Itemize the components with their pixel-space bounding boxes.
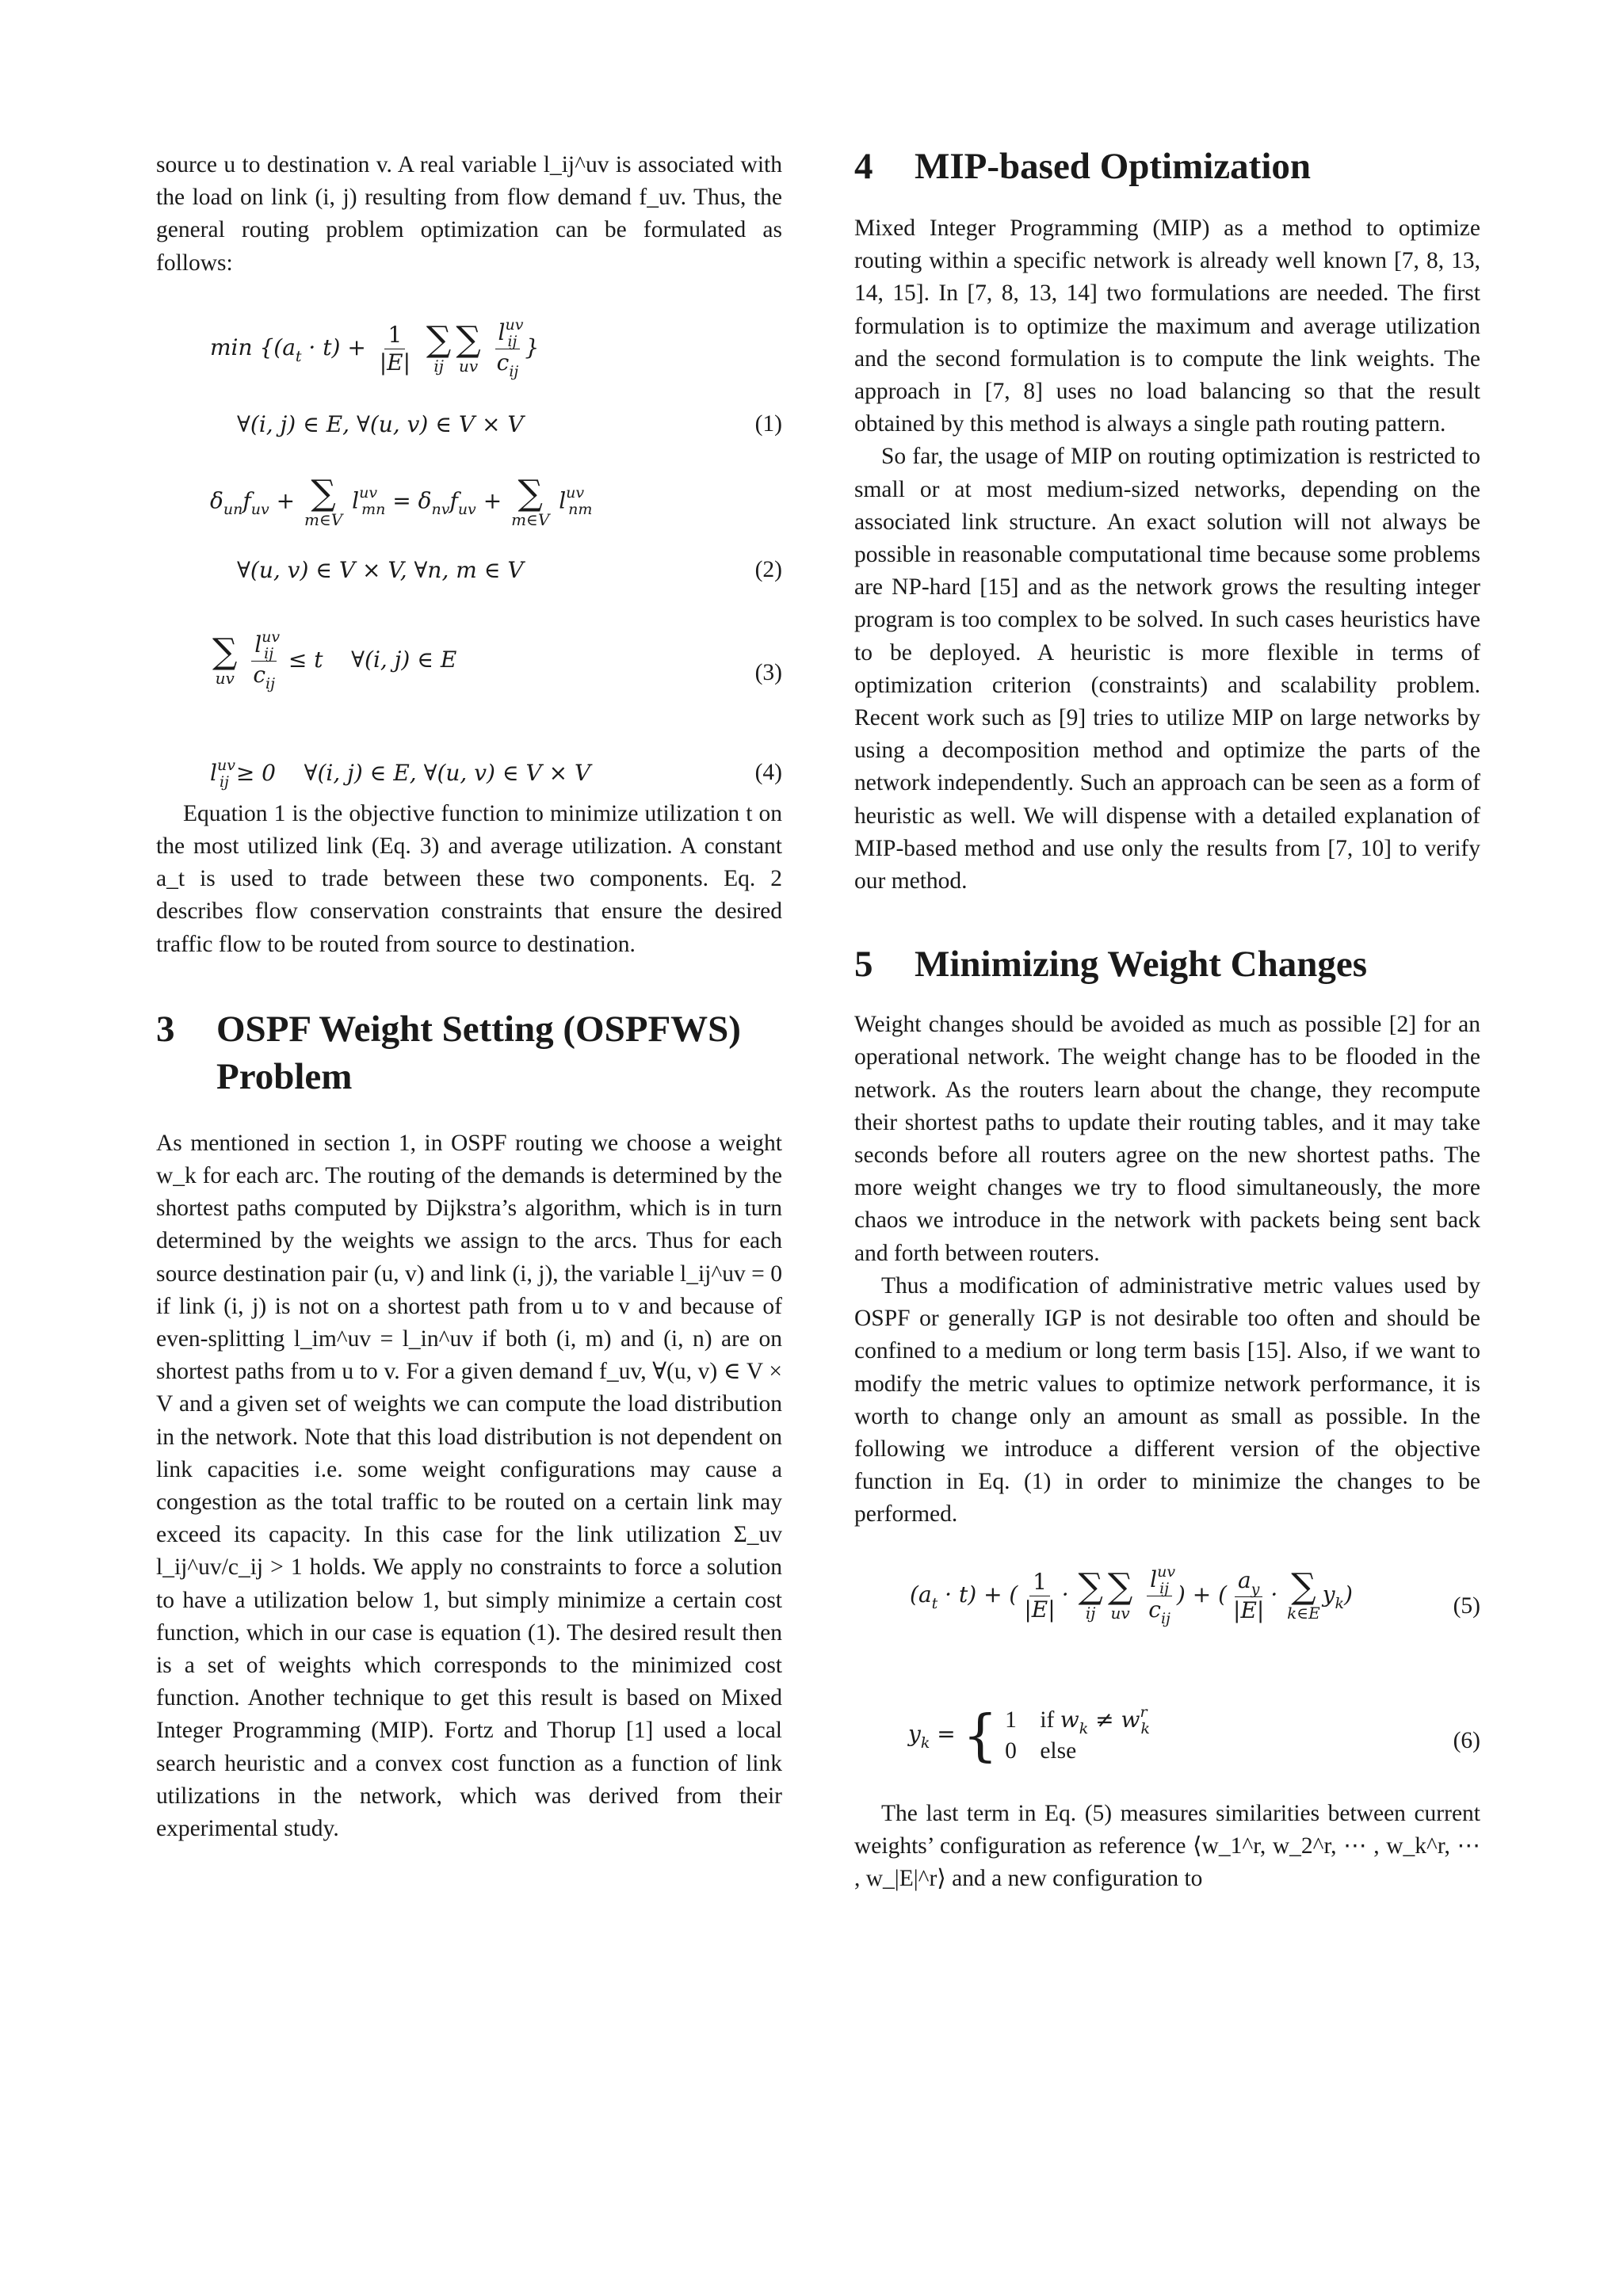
left-column [156, 149, 782, 1845]
ospfws-paragraph: As mentioned in section 1, in OSPF routing we choose a weight w_k for each arc. The routing of the demands is determined by the shortest paths computed by Dijkstra’s algorithm, which is in turn determined by the weights we assign to the arcs. Thus for each source destination pair (u, v) and link (i, j), the variable l_ij^uv = 0 if link (i, j) is not on a shortest path from u to v and because of even-splitting l_im^uv = l_in^uv if both (i, m) and (i, n) are on shortest paths from u to v. For a given demand f_uv, ∀(u, v) ∈ V × V and a given set of weights we can compute the load distribution in the network. Note that this load distribution is not dependent on link capacities i.e. some weight configurations may cause a congestion as the total traffic to be routed on a certain link may exceed its capacity. In this case for the link utilization Σ_uv l_ij^uv/c_ij > 1 holds. We apply no constraints to force a solution to have a utilization below 1, but simply minimize a certain cost function, which in our case is equation (1). The desired result then is a set of weights which corresponds to the minimized cost function. Another technique to get this result is based on Mixed Integer Programming (MIP). Fortz and Thorup [1] used a local search heuristic and a convex cost function as a function of link utilizations in the network, which was derived from their experimental study. [156, 1130, 782, 1842]
equation-3-number: (3) [754, 659, 782, 685]
intro-paragraph: source u to destination v. A real variable l_ij^uv is associated with the load on link (i, j) resulting from flow demand f_uv. Thus, the general routing problem optimization can be formulated as follows: [156, 152, 782, 276]
equation-1: $\min \{(a_t \cdot t)$ + $\frac{1}{|E|}$ ∑ ij ∑ uv $\frac{l^{uv}_{ij}}{c_{ij}}$ } ∀(i, j) ∈ E, ∀(u, v) ∈ V × V (1) [156, 311, 782, 446]
similarity-paragraph: The last term in Eq. (5) measures similarities between current weights’ configuration as reference ⟨w_1^r, w_2^r, ⋯ , w_k^r, ⋯ , w_|E|^r⟩ and a new configuration to [854, 1800, 1480, 1891]
section-5-title: Minimizing Weight Changes [915, 944, 1368, 986]
section-5-heading [854, 940, 1480, 988]
mip-intro-paragraph: Mixed Integer Programming (MIP) as a method to optimize routing within a specific network is already well known [7, 8, 13, 14, 15]. In [7, 8, 13, 14] two formulations are needed. The first formulation is to optimize the maximum and average utilization and the second formulation is to compute the link weights. The approach in [7, 8] uses no load balancing so that the result obtained by this method is always a single path routing pattern. [854, 215, 1480, 437]
section-3-heading [156, 1005, 782, 1100]
equation-5: $(a_t \cdot t)$ + ( $\frac{1}{|E|}$ · ∑ ij ∑ uv $\frac{l^{uv}_{ij}}{c_{ij}}$ ) + ( $\frac{a_y}{|E|}$ · ∑ k∈E $y_k$) (5) [910, 1562, 1480, 1627]
section-4-heading [854, 143, 1480, 190]
equation-5-number: (5) [1453, 1592, 1480, 1619]
equation-6-case-1: 1 if $w_k \ne w^r_k$ [1005, 1703, 1151, 1737]
mip-limits-paragraph: So far, the usage of MIP on routing optimization is restricted to small or at most medium-sized networks, depending on the associated link structure. An exact solution will not always be possible in reasonable computational time because some problems are NP-hard [15] and as the network grows the resulting integer program is too complex to be solved. In such cases heuristics have to be deployed. A heuristic is more flexible in terms of optimization criterion (constraints) and scalability problem. Recent work such as [9] tries to utilize MIP on large networks by using a decomposition method and optimize the parts of the network independently. Such an approach can be seen as a form of heuristic as well. We will dispense with a detailed explanation of MIP-based method and use only the results from [7, 10] to verify our method. [854, 444, 1480, 894]
equation-6: $y_k$ = { 1 if $w_k \ne w^r_k$ 0 else (6) [908, 1703, 1480, 1768]
equation-4-number: (4) [754, 759, 782, 785]
section-4-number: 4 [854, 146, 873, 187]
equation-1-number: (1) [754, 410, 782, 437]
section-3-title: OSPF Weight Setting (OSPFWS) Problem [216, 1008, 741, 1097]
equation-6-case-2: 0 else [1005, 1737, 1077, 1764]
objective-explanation-paragraph: Equation 1 is the objective function to minimize utilization t on the most utilized link (Eq. 3) and average utilization. A constant a_t is used to trade between these two components. Eq. 2 describes flow conservation constraints that ensure the desired traffic flow to be routed from source to destination. [156, 800, 782, 957]
equation-4: $l^{uv}_{ij} \ge 0$ ∀(i, j) ∈ E, ∀(u, v) ∈ V × V (4) [210, 756, 782, 791]
equation-2-constraint: ∀(u, v) ∈ V × V, ∀n, m ∈ V [237, 556, 524, 583]
equation-1-constraint: ∀(i, j) ∈ E, ∀(u, v) ∈ V × V [237, 410, 524, 437]
section-4-title: MIP-based Optimization [915, 146, 1312, 187]
section-3-number: 3 [156, 1008, 175, 1050]
equation-2: $\delta_{un}f_{uv}$ + ∑ m∈V $l^{uv}_{mn} = \delta_{nv}f_{uv}$ + ∑ m∈V $l^{uv}_{nm}$ ∀(u, v) ∈ V × V, ∀n, m ∈ V (2) [156, 476, 782, 595]
section-5-number: 5 [854, 944, 873, 986]
equation-2-number: (2) [754, 556, 782, 582]
equation-6-number: (6) [1453, 1727, 1480, 1753]
right-column [854, 143, 1480, 1895]
equation-3: ∑ uv $\frac{l^{uv}_{ij}}{c_{ij}}$ ≤ t ∀(i, j) ∈ E (3) [212, 627, 782, 692]
metric-modification-paragraph: Thus a modification of administrative metric values used by OSPF or generally IGP is not desirable too often and should be confined to a medium or long term basis [15]. Also, if we want to modify the metric values to optimize network performance, it is worth to change only an amount as small as possible. In the following we introduce a different version of the objective function in Eq. (1) in order to minimize the changes to be performed. [854, 1272, 1480, 1527]
weight-changes-paragraph: Weight changes should be avoided as much as possible [2] for an operational network. The weight change has to be flooded in the network. As the routers learn about the change, they recompute their shortest paths to update their routing tables, and it may take seconds before all routers agree on the new shortest paths. The more weight changes we try to flood simultaneously, the more chaos we introduce in the network with packets being sent back and forth between routers. [854, 1012, 1480, 1266]
